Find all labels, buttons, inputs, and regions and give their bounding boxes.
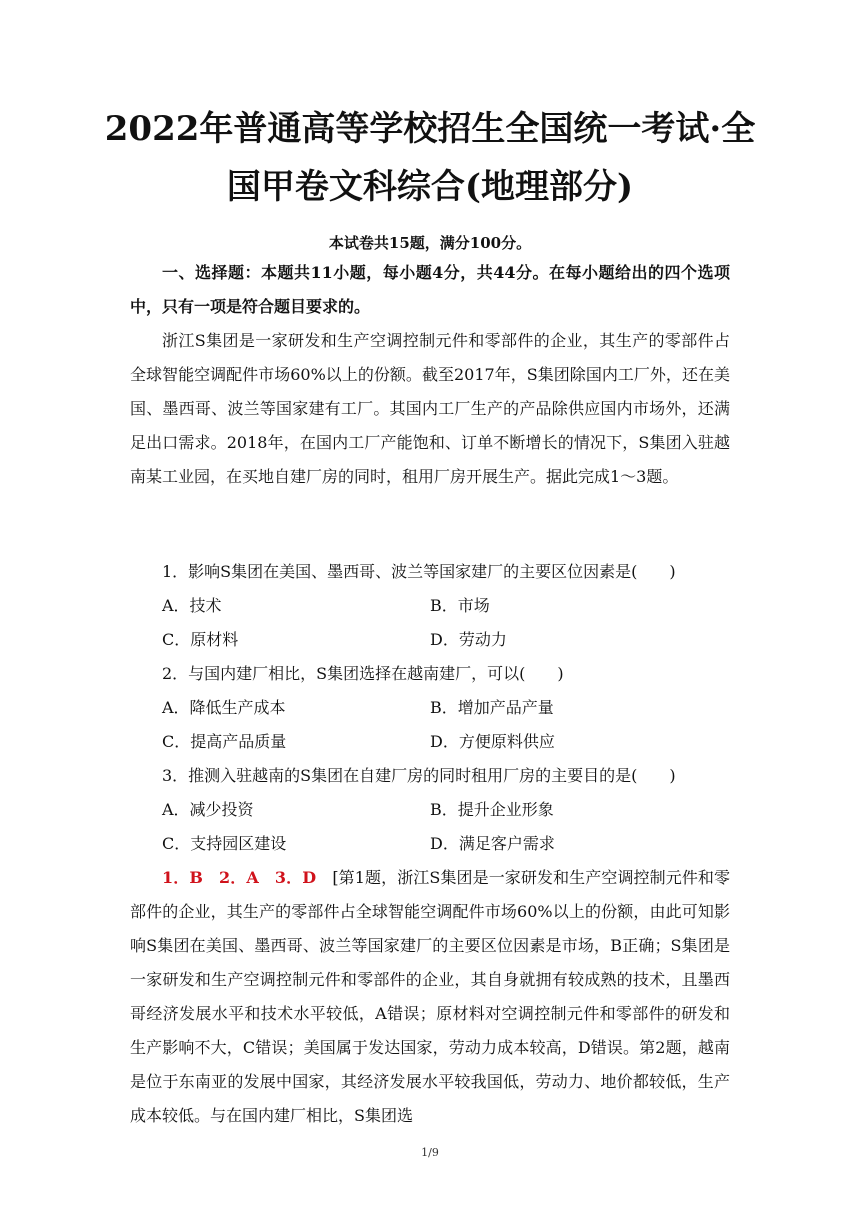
question-3-option-b: B．提升企业形象 <box>430 800 554 819</box>
question-2-option-b: B．增加产品产量 <box>430 698 554 717</box>
question-1-option-a: A．技术 <box>162 596 222 615</box>
exam-subtitle: 本试卷共15题，满分100分。 <box>328 234 532 252</box>
question-2-stem: 2．与国内建厂相比，S集团选择在越南建厂，可以( ) <box>162 664 564 683</box>
page-number: 1/9 <box>421 1146 439 1159</box>
question-3-option-d: D．满足客户需求 <box>430 834 555 853</box>
question-3-option-a: A．减少投资 <box>162 800 254 819</box>
answer-explanation <box>130 861 730 1133</box>
question-1-option-c: C．原材料 <box>162 630 239 649</box>
answer-key: 1．B 2．A 3．D <box>162 868 317 887</box>
question-3-stem: 3．推测入驻越南的S集团在自建厂房的同时租用厂房的主要目的是( ) <box>162 766 676 785</box>
section-heading: 一、选择题：本题共11小题，每小题4分，共44分。在每小题给出的四个选项中，只有一项是符合题目要求的。 <box>130 263 730 316</box>
document-title-line-1: 2022年普通高等学校招生全国统一考试·全 <box>104 109 756 149</box>
question-1-stem: 1．影响S集团在美国、墨西哥、波兰等国家建厂的主要区位因素是( ) <box>162 562 676 581</box>
question-2-option-c: C．提高产品质量 <box>162 732 287 751</box>
intro-paragraph: 浙江S集团是一家研发和生产空调控制元件和零部件的企业，其生产的零部件占全球智能空调配件市场60%以上的份额。截至2017年，S集团除国内工厂外，还在美国、墨西哥、波兰等国家建有工厂。其国内工厂生产的产品除供应国内市场外，还满足出口需求。2018年，在国内工厂产能饱和、订单不断增长的情况下，S集团入驻越南某工业园，在买地自建厂房的同时，租用厂房开展生产。据此完成1～3题。 <box>130 331 730 486</box>
answer-explanation-text: [第1题，浙江S集团是一家研发和生产空调控制元件和零部件的企业，其生产的零部件占全球智能空调配件市场60%以上的份额，由此可知影响S集团在美国、墨西哥、波兰等国家建厂的主要区位因素是市场，B正确；S集团是一家研发和生产空调控制元件和零部件的企业，其自身就拥有较成熟的技术，且墨西哥经济发展水平和技术水平较低，A错误；原材料对空调控制元件和零部件的研发和生产影响不大，C错误；美国属于发达国家，劳动力成本较高，D错误。第2题，越南是位于东南亚的发展中国家，其经济发展水平较我国低，劳动力、地价都较低，生产成本较低。与在国内建厂相比，S集团选 <box>130 868 730 1125</box>
question-2-option-d: D．方便原料供应 <box>430 732 555 751</box>
question-2-option-a: A．降低生产成本 <box>162 698 286 717</box>
document-title-line-2: 国甲卷文科综合(地理部分) <box>226 167 634 207</box>
question-1-option-b: B．市场 <box>430 596 490 615</box>
question-3-option-c: C．支持园区建设 <box>162 834 287 853</box>
question-1-option-d: D．劳动力 <box>430 630 507 649</box>
